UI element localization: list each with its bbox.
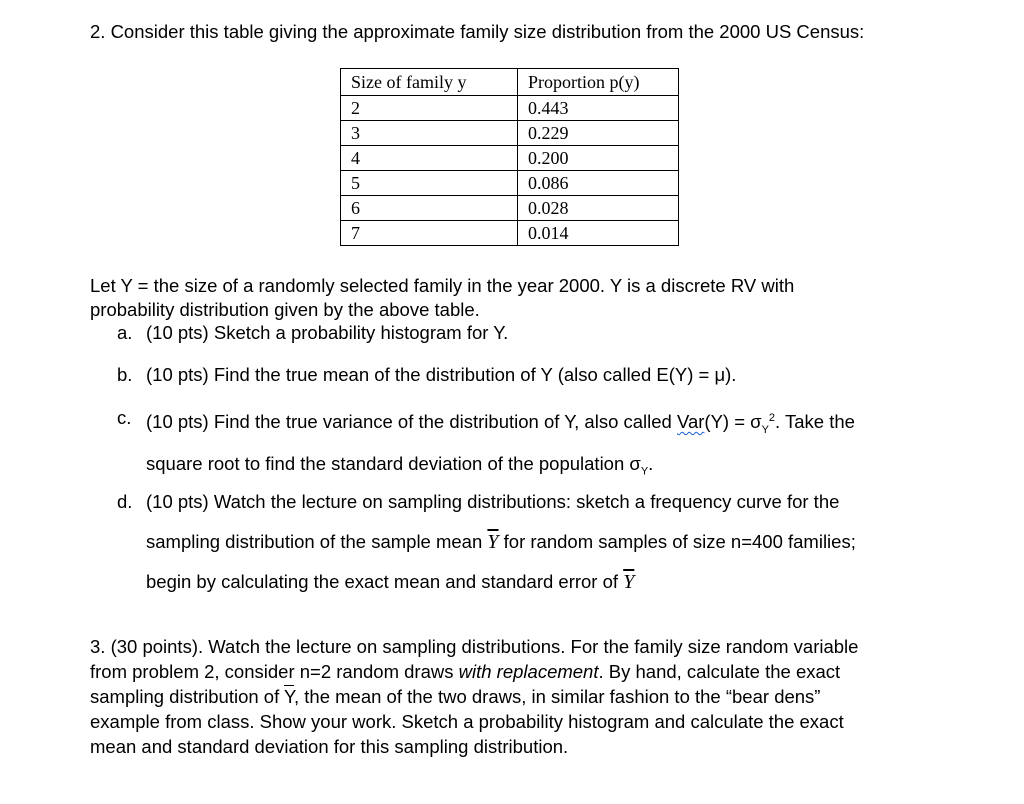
part-d-text: (10 pts) Watch the lecture on sampling distributions: sketch a frequency curve for the xyxy=(146,491,840,512)
part-c-line-2-end: . xyxy=(648,453,654,474)
table-row xyxy=(341,196,679,221)
table-cell-proportion: 0.014 xyxy=(518,221,679,246)
table-cell-size: 5 xyxy=(341,171,518,196)
table-row xyxy=(341,221,679,246)
problem-2-intro: 2. Consider this table giving the approximate family size distribution from the 2000 US Census: xyxy=(90,21,865,42)
table-cell-proportion: 0.086 xyxy=(518,171,679,196)
table-cell-proportion: 0.028 xyxy=(518,196,679,221)
problem-3-line-4: example from class. Show your work. Sketch a probability histogram and calculate the exact xyxy=(90,711,844,732)
part-d-line-3-pre: begin by calculating the exact mean and standard error of xyxy=(146,571,624,592)
part-c-line-2-pre: square root to find the standard deviation of the population σ xyxy=(146,453,641,474)
table-row xyxy=(341,146,679,171)
part-a-label: a. xyxy=(117,322,133,343)
y-bar-symbol: $\overline{Y}$ xyxy=(284,686,294,707)
part-d-line-3 xyxy=(146,571,634,593)
let-y-line-1: Let Y = the size of a randomly selected family in the year 2000. Y is a discrete RV with xyxy=(90,275,795,296)
var-word: Var xyxy=(676,411,705,433)
part-a-text: (10 pts) Sketch a probability histogram for Y. xyxy=(146,322,509,343)
table-row xyxy=(341,96,679,121)
part-b-label: b. xyxy=(117,364,133,385)
table-row xyxy=(341,121,679,146)
table-cell-size: 2 xyxy=(341,96,518,121)
part-c-label: c. xyxy=(117,407,132,428)
table-header-size: Size of family y xyxy=(341,69,518,96)
part-c-line-2 xyxy=(146,453,653,483)
family-size-table xyxy=(340,68,679,246)
table-header-row xyxy=(341,69,679,96)
problem-3-line-3-post: , the mean of the two draws, in similar fashion to the “bear dens” xyxy=(293,686,821,707)
part-c-text xyxy=(146,407,855,441)
table-cell-size: 6 xyxy=(341,196,518,221)
table-cell-proportion: 0.443 xyxy=(518,96,679,121)
sigma-y-subscript: Y xyxy=(640,465,649,478)
sigma-superscript: 2 xyxy=(768,412,776,424)
part-d-line-2-pre: sampling distribution of the sample mean xyxy=(146,531,488,552)
problem-3-line-5: mean and standard deviation for this sampling distribution. xyxy=(90,736,569,757)
problem-3-line-1: 3. (30 points). Watch the lecture on sampling distributions. For the family size random variable xyxy=(90,636,859,657)
part-c-text-post: (Y) = σ xyxy=(704,411,762,433)
problem-3-line-2-pre: from problem 2, consider n=2 random draws xyxy=(90,661,459,682)
y-bar-symbol: $\overline{Y}$ xyxy=(623,571,635,593)
table-cell-size: 4 xyxy=(341,146,518,171)
part-c-text-end: . Take the xyxy=(775,411,855,433)
problem-3-line-3-pre: sampling distribution of xyxy=(90,686,285,707)
sigma-subscript: Y xyxy=(761,423,769,436)
let-y-line-2: probability distribution given by the above table. xyxy=(90,299,480,320)
problem-3-line-2-post: . By hand, calculate the exact xyxy=(598,661,841,682)
part-d-line-2 xyxy=(146,531,856,553)
problem-3-line-3 xyxy=(90,686,820,708)
y-bar-symbol: $\overline{Y}$ xyxy=(487,531,499,553)
table-cell-size: 3 xyxy=(341,121,518,146)
part-c-text-pre: (10 pts) Find the true variance of the distribution of Y, also called xyxy=(146,411,677,433)
part-b-text: (10 pts) Find the true mean of the distribution of Y (also called E(Y) = μ). xyxy=(146,364,737,385)
part-d-label: d. xyxy=(117,491,133,512)
part-d-line-2-post: for random samples of size n=400 families; xyxy=(498,531,856,552)
table-row xyxy=(341,171,679,196)
table-cell-size: 7 xyxy=(341,221,518,246)
table-cell-proportion: 0.200 xyxy=(518,146,679,171)
table-header-proportion: Proportion p(y) xyxy=(518,69,679,96)
table-cell-proportion: 0.229 xyxy=(518,121,679,146)
problem-3-line-2 xyxy=(90,661,840,683)
with-replacement-text: with replacement xyxy=(458,661,599,682)
